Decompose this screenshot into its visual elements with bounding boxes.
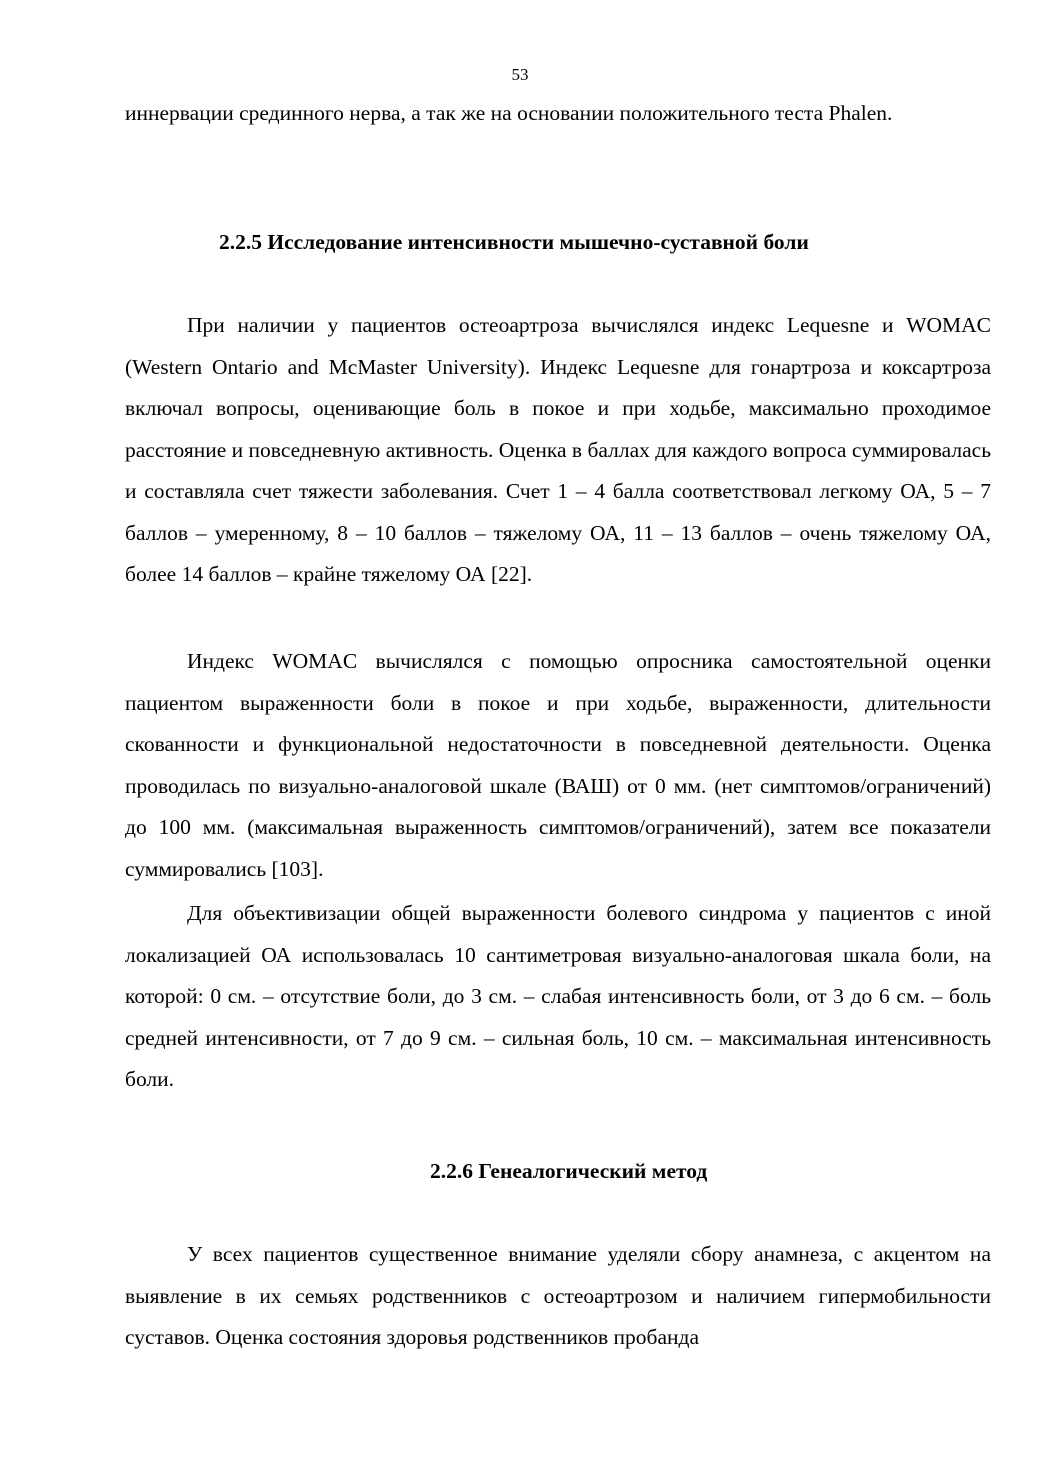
paragraph-text: У всех пациентов существенное внимание уделяли сбору анамнеза, с акцентом на выявление в их семьях родственников с остеоартрозом и наличием гипермобильности суставов. Оценка состояния здоровья родственников пробанда [125, 1242, 991, 1349]
paragraph-genealogical-method [125, 1234, 991, 1359]
paragraph-text: Для объективизации общей выраженности болевого синдрома у пациентов с иной локализацией ОА использовалась 10 сантиметровая визуально-аналоговая шкала боли, на которой: 0 см. – отсутствие боли, до 3 см. – слабая интенсивность боли, от 3 до 6 см. – боль средней интенсивности, от 7 до 9 см. – сильная боль, 10 см. – максимальная интенсивность боли. [125, 901, 991, 1091]
paragraph-lequesne-index [125, 305, 991, 596]
paragraph-continuation: иннервации срединного нерва, а так же на основании положительного теста Phalen. [125, 101, 893, 125]
page-number: 53 [511, 65, 529, 84]
section-heading-2-2-5: 2.2.5 Исследование интенсивности мышечно-суставной боли [219, 230, 809, 254]
paragraph-womac-index [125, 641, 991, 890]
section-heading-2-2-6: 2.2.6 Генеалогический метод [430, 1159, 708, 1183]
paragraph-vas-scale [125, 893, 991, 1101]
paragraph-text: При наличии у пациентов остеоартроза вычислялся индекс Lequesne и WOMAC (Western Ontario and McMaster University). Индекс Lequesne для гонартроза и коксартроза включал вопросы, оценивающие боль в покое и при ходьбе, максимально проходимое расстояние и повседневную активность. Оценка в баллах для каждого вопроса суммировалась и составляла счет тяжести заболевания. Счет 1 – 4 балла соответствовал легкому ОА, 5 – 7 баллов – умеренному, 8 – 10 баллов – тяжелому ОА, 11 – 13 баллов – очень тяжелому ОА, более 14 баллов – крайне тяжелому ОА [22]. [125, 313, 991, 586]
paragraph-text: Индекс WOMAC вычислялся с помощью опросника самостоятельной оценки пациентом выраженности боли в покое и при ходьбе, выраженности, длительности скованности и функциональной недостаточности в повседневной деятельности. Оценка проводилась по визуально-аналоговой шкале (ВАШ) от 0 мм. (нет симптомов/ограничений) до 100 мм. (максимальная выраженность симптомов/ограничений), затем все показатели суммировались [103]. [125, 649, 991, 881]
